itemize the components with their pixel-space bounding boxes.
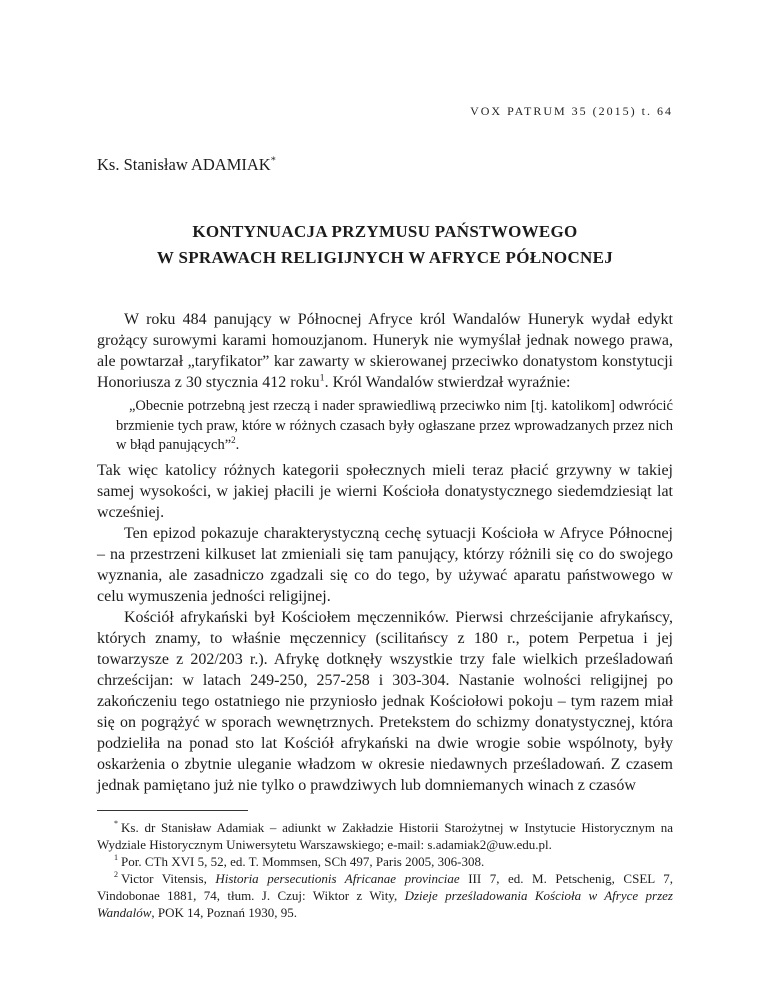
author-line (97, 155, 673, 175)
paragraph-4: Kościół afrykański był Kościołem męczenników. Pierwsi chrześcijanie afrykańscy, których znamy, to właśnie męczennicy (scilitańscy z 180 r., potem Perpetua i jej towarzysze z 202/203 r.). Afrykę dotknęły wszystkie trzy fale wielkich prześladowań chrześcijan: w latach 249-250, 257-258 i 303-304. Nastanie wolności religijnej po zakończeniu tego ostatniego nie przyniosło jednak Kościołowi pokoju – tym razem miał się on pogrążyć w sporach wewnętrznych. Pretekstem do schizmy donatystycznej, która podzieliła na ponad sto lat Kościół afrykański na dwie wrogie sobie wspólnoty, były oskarżenia o zbytnie uleganie władzom w okresie niedawnych prześladowań. Z czasem jednak pamiętano już nie tylko o prawdziwych lub domniemanych winach z czasów (97, 608, 673, 794)
paragraph-3: Ten epizod pokazuje charakterystyczną cechę sytuacji Kościoła w Afryce Północnej – na przestrzeni kilkuset lat zmieniali się tam panujący, którzy różnili się co do swojego wyznania, ale zasadniczo zgadzali się co do tego, by używać aparatu państwowego w celu wymuszenia jedności religijnej. (97, 524, 673, 605)
footnote-ref-2: 2 (231, 435, 236, 446)
author-footnote-mark: * (270, 155, 276, 167)
footnote-2 (97, 870, 673, 921)
footnote-1 (97, 853, 673, 870)
article-title-line-2: W SPRAWACH RELIGIJNYCH W AFRYCE PÓŁNOCNEJ (156, 248, 614, 267)
paragraph-2: Tak więc katolicy różnych kategorii społecznych mieli teraz płacić grzywny w takiej samej wysokości, w jakiej płacili je wierni Kościoła donatystycznego siedemdziesiąt lat wcześniej. (97, 461, 673, 521)
footnote-star-text: Ks. dr Stanisław Adamiak – adiunkt w Zakładzie Historii Starożytnej w Instytucie Historycznym na Wydziale Historycznym Uniwersytetu Warszawskiego; e-mail: s.adamiak2@uw.edu.pl. (97, 819, 673, 852)
footnote-ref-1: 1 (319, 372, 325, 384)
article-body (97, 309, 673, 796)
footnote-area (97, 810, 673, 921)
footnote-star-marker: * (114, 819, 119, 829)
journal-header: VOX PATRUM 35 (2015) t. 64 (470, 104, 673, 118)
article-title (97, 219, 673, 271)
footnote-separator (97, 810, 248, 811)
footnote-1-text: Por. CTh XVI 5, 52, ed. T. Mommsen, SCh 497, Paris 2005, 306-308. (121, 853, 485, 869)
footnote-1-marker: 1 (114, 853, 119, 863)
footnote-2-translation-title: Dzieje prześladowania Kościoła w Afryce przez Wandalów (97, 887, 673, 920)
paragraph-1 (97, 309, 673, 393)
author-name: Ks. Stanisław ADAMIAK (97, 155, 271, 174)
paragraph-1-text-cont: . Król Wandalów stwierdzał wyraźnie: (324, 374, 571, 391)
footnote-2-text-end: , POK 14, Poznań 1930, 95. (151, 904, 297, 920)
footnote-2-text: Victor Vitensis, (121, 870, 216, 886)
quote-text: „Obecnie potrzebną jest rzeczą i nader sprawiedliwą przeciwko nim [tj. katolikom] odwrócić brzmienie tych praw, które w różnych czasach były ogłaszane przez wprowadzanych przez nich w błąd panujących” (116, 398, 673, 453)
block-quote (116, 397, 673, 456)
footnote-2-marker: 2 (114, 870, 119, 880)
article-title-line-1: KONTYNUACJA PRZYMUSU PAŃSTWOWEGO (192, 222, 578, 241)
footnote-star (97, 819, 673, 853)
footnote-2-work-title: Historia persecutionis Africanae provinciae (215, 870, 460, 886)
quote-text-end: . (235, 437, 240, 453)
paragraph-1-text: W roku 484 panujący w Północnej Afryce król Wandalów Huneryk wydał edykt grożący surowymi karami homouzjanom. Huneryk nie wymyślał jednak nowego prawa, ale powtarzał „taryfikator” kar zawarty w skierowanej przeciwko donatystom konstytucji Honoriusza z 30 stycznia 412 roku (97, 311, 673, 391)
footnote-2-text-cont: III 7, ed. M. Petschenig, CSEL 7, Vindobonae 1881, 74, tłum. J. Czuj: Wiktor z Wity, (97, 870, 673, 903)
